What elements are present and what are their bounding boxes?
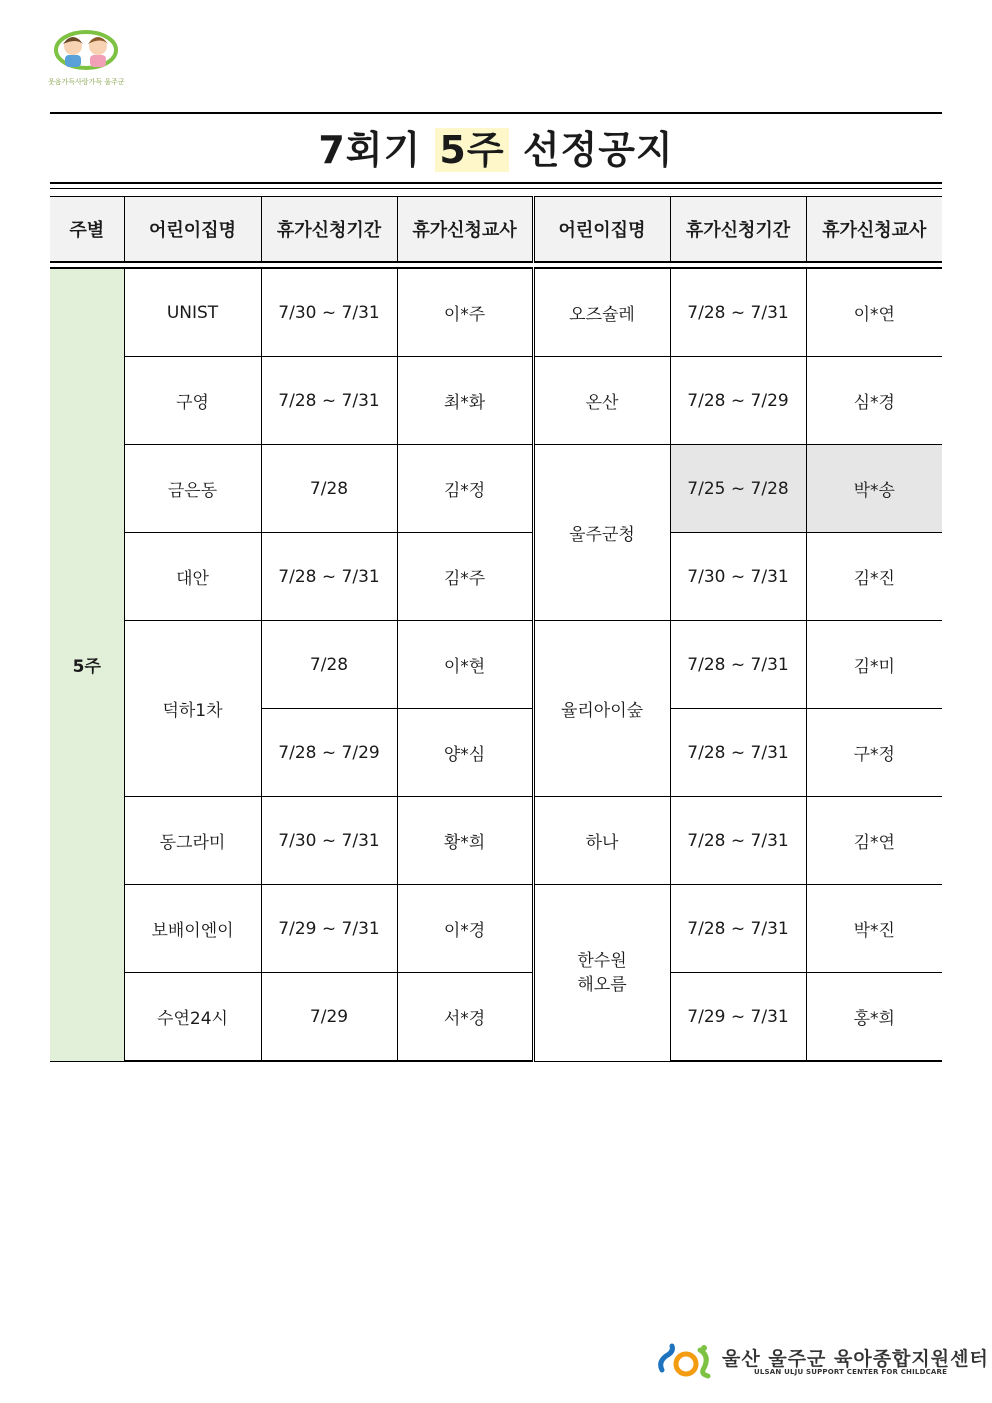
center-cell: 금은동 [124,445,261,533]
period-cell: 7/29 ~ 7/31 [670,973,806,1062]
table-row [50,797,942,885]
period-cell: 7/28 [261,445,397,533]
teacher-cell: 서*경 [397,973,533,1062]
org-logo [656,1342,989,1382]
col-teacher-right: 휴가신청교사 [806,197,942,263]
period-cell: 7/29 [261,973,397,1062]
period-cell: 7/28 ~ 7/31 [261,533,397,621]
period-cell: 7/28 ~ 7/31 [670,709,806,797]
period-cell: 7/28 ~ 7/31 [670,885,806,973]
period-cell: 7/28 ~ 7/29 [261,709,397,797]
period-cell: 7/28 [261,621,397,709]
title-rule-thin [50,188,942,189]
table-row [50,533,942,621]
center-cell: 보배이엔이 [124,885,261,973]
teacher-cell: 김*주 [397,533,533,621]
title-highlight: 5주 [435,128,508,172]
col-center-right: 어린이집명 [533,197,670,263]
center-cell: 오즈슐레 [533,268,670,357]
period-cell: 7/28 ~ 7/31 [261,357,397,445]
center-cell: 율리아이숲 [533,621,670,797]
org-name-en: ULSAN ULJU SUPPORT CENTER FOR CHILDCARE [754,1368,948,1376]
center-cell: UNIST [124,268,261,357]
teacher-cell: 황*희 [397,797,533,885]
title-prefix: 7회기 [318,128,422,172]
period-cell: 7/25 ~ 7/28 [670,445,806,533]
teacher-cell: 심*경 [806,357,942,445]
page-title [50,122,942,178]
teacher-cell: 구*정 [806,709,942,797]
col-teacher-left: 휴가신청교사 [397,197,533,263]
teacher-cell: 이*현 [397,621,533,709]
teacher-cell: 이*연 [806,268,942,357]
center-cell: 구영 [124,357,261,445]
table-row [50,268,942,357]
center-name-line1: 한수원 [577,950,627,971]
table-row [50,621,942,709]
org-name-kr: 울산 울주군 육아종합지원센터 [722,1348,989,1370]
period-cell: 7/28 ~ 7/31 [670,621,806,709]
teacher-cell: 최*화 [397,357,533,445]
title-rule-thick [50,182,942,184]
table-row [50,885,942,973]
period-cell: 7/28 ~ 7/31 [670,797,806,885]
selection-table [50,196,942,1062]
teacher-cell: 김*연 [806,797,942,885]
teacher-cell: 박*진 [806,885,942,973]
center-cell: 동그라미 [124,797,261,885]
week-cell: 5주 [50,268,124,1061]
mascot-logo-icon [46,28,132,90]
center-cell [533,885,670,1062]
table-row [50,357,942,445]
teacher-cell: 이*주 [397,268,533,357]
col-center-left: 어린이집명 [124,197,261,263]
org-emblem-icon [656,1342,716,1380]
period-cell: 7/28 ~ 7/31 [670,268,806,357]
center-cell: 온산 [533,357,670,445]
table-row [50,973,942,1062]
period-cell: 7/30 ~ 7/31 [261,268,397,357]
top-logo [46,28,132,90]
teacher-cell: 홍*희 [806,973,942,1062]
col-period-right: 휴가신청기간 [670,197,806,263]
table-row [50,445,942,533]
col-week: 주별 [50,197,124,263]
center-cell: 하나 [533,797,670,885]
teacher-cell: 이*경 [397,885,533,973]
center-name-line2: 해오름 [577,974,627,995]
center-cell: 덕하1차 [124,621,261,797]
teacher-cell: 박*송 [806,445,942,533]
col-period-left: 휴가신청기간 [261,197,397,263]
period-cell: 7/28 ~ 7/29 [670,357,806,445]
period-cell: 7/30 ~ 7/31 [670,533,806,621]
center-cell: 수연24시 [124,973,261,1062]
title-suffix: 선정공지 [522,128,674,172]
center-cell: 대안 [124,533,261,621]
teacher-cell: 양*심 [397,709,533,797]
svg-text:웃음가득사랑가득 울주군: 웃음가득사랑가득 울주군 [48,78,125,86]
table-header-row [50,197,942,263]
period-cell: 7/30 ~ 7/31 [261,797,397,885]
teacher-cell: 김*정 [397,445,533,533]
teacher-cell: 김*미 [806,621,942,709]
top-rule [50,112,942,114]
center-cell: 울주군청 [533,445,670,621]
teacher-cell: 김*진 [806,533,942,621]
period-cell: 7/29 ~ 7/31 [261,885,397,973]
